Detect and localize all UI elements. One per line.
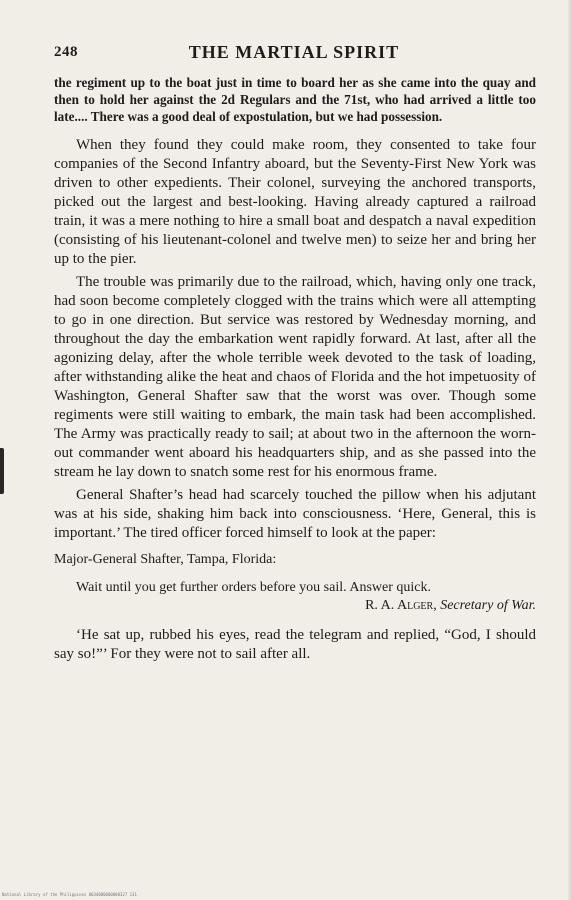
telegram-message: Wait until you get further orders before you sail. Answer quick. bbox=[76, 580, 432, 595]
signature-title: Secretary of War. bbox=[440, 598, 536, 613]
paragraph-3: The trouble was primarily due to the railroad, which, having only one track, had soon become completely clogged with the trains which were all attempting to go in one direction. But service was restored by Wednesday morning, and throughout the day the embarkation went rapidly forward. At last, after all the agonizing delay, after the whole terrible week devoted to the task of loading, after withstanding alike the heat and chaos of Florida and the hot impetuosity of Washington, General Shafter saw that the worst was over. Though some regiments were still waiting to embark, the main task had been accomplished. The Army was practically ready to sail; at about two in the afternoon the worn-out commander went aboard his headquarters ship, and as she passed into the stream he lay down to snatch some rest for his enormous frame. bbox=[54, 274, 536, 480]
paragraph-2: When they found they could make room, they consented to take four companies of the Second Infantry aboard, but the Seventy-First New York was driven to other expedients. Their colonel, surveying the anchored transports, picked out the largest and best-looking. Having already captured a railroad train, it was a mere nothing to hire a small boat and despatch a naval expedition (consisting of his lieutenant-colonel and twelve men) to seize her and bring her up to the pier. bbox=[54, 137, 536, 267]
page-edge-shadow bbox=[568, 0, 572, 900]
telegram-salutation: Major-General Shafter, Tampa, Florida: bbox=[54, 552, 277, 567]
signature-name: R. A. Alger, bbox=[365, 598, 437, 613]
page-header bbox=[54, 42, 534, 66]
library-stamp: National Library of the Philippines 0034000000000327 131 bbox=[2, 892, 137, 897]
page-edge-mark bbox=[0, 448, 4, 494]
closing-paragraph: ‘He sat up, rubbed his eyes, read the telegram and replied, “God, I should say so!”’ For they were not to sail after all. bbox=[54, 627, 536, 662]
running-title: THE MARTIAL SPIRIT bbox=[188, 42, 400, 62]
page-number: 248 bbox=[54, 44, 78, 60]
telegram-signature bbox=[54, 598, 536, 614]
paragraph-4: General Shafter’s head had scarcely touched the pillow when his adjutant was at his side, shaking him back into consciousness. ‘Here, General, this is important.’ The tired officer forced himself to look at the paper: bbox=[54, 487, 536, 541]
paragraph-1: the regiment up to the boat just in time to board her as she came into the quay and then to hold her against the 2d Regulars and the 71st, who had arrived a little too late.... There was a good deal of expostulation, but we had possession. bbox=[54, 75, 536, 124]
body-text bbox=[54, 74, 536, 664]
